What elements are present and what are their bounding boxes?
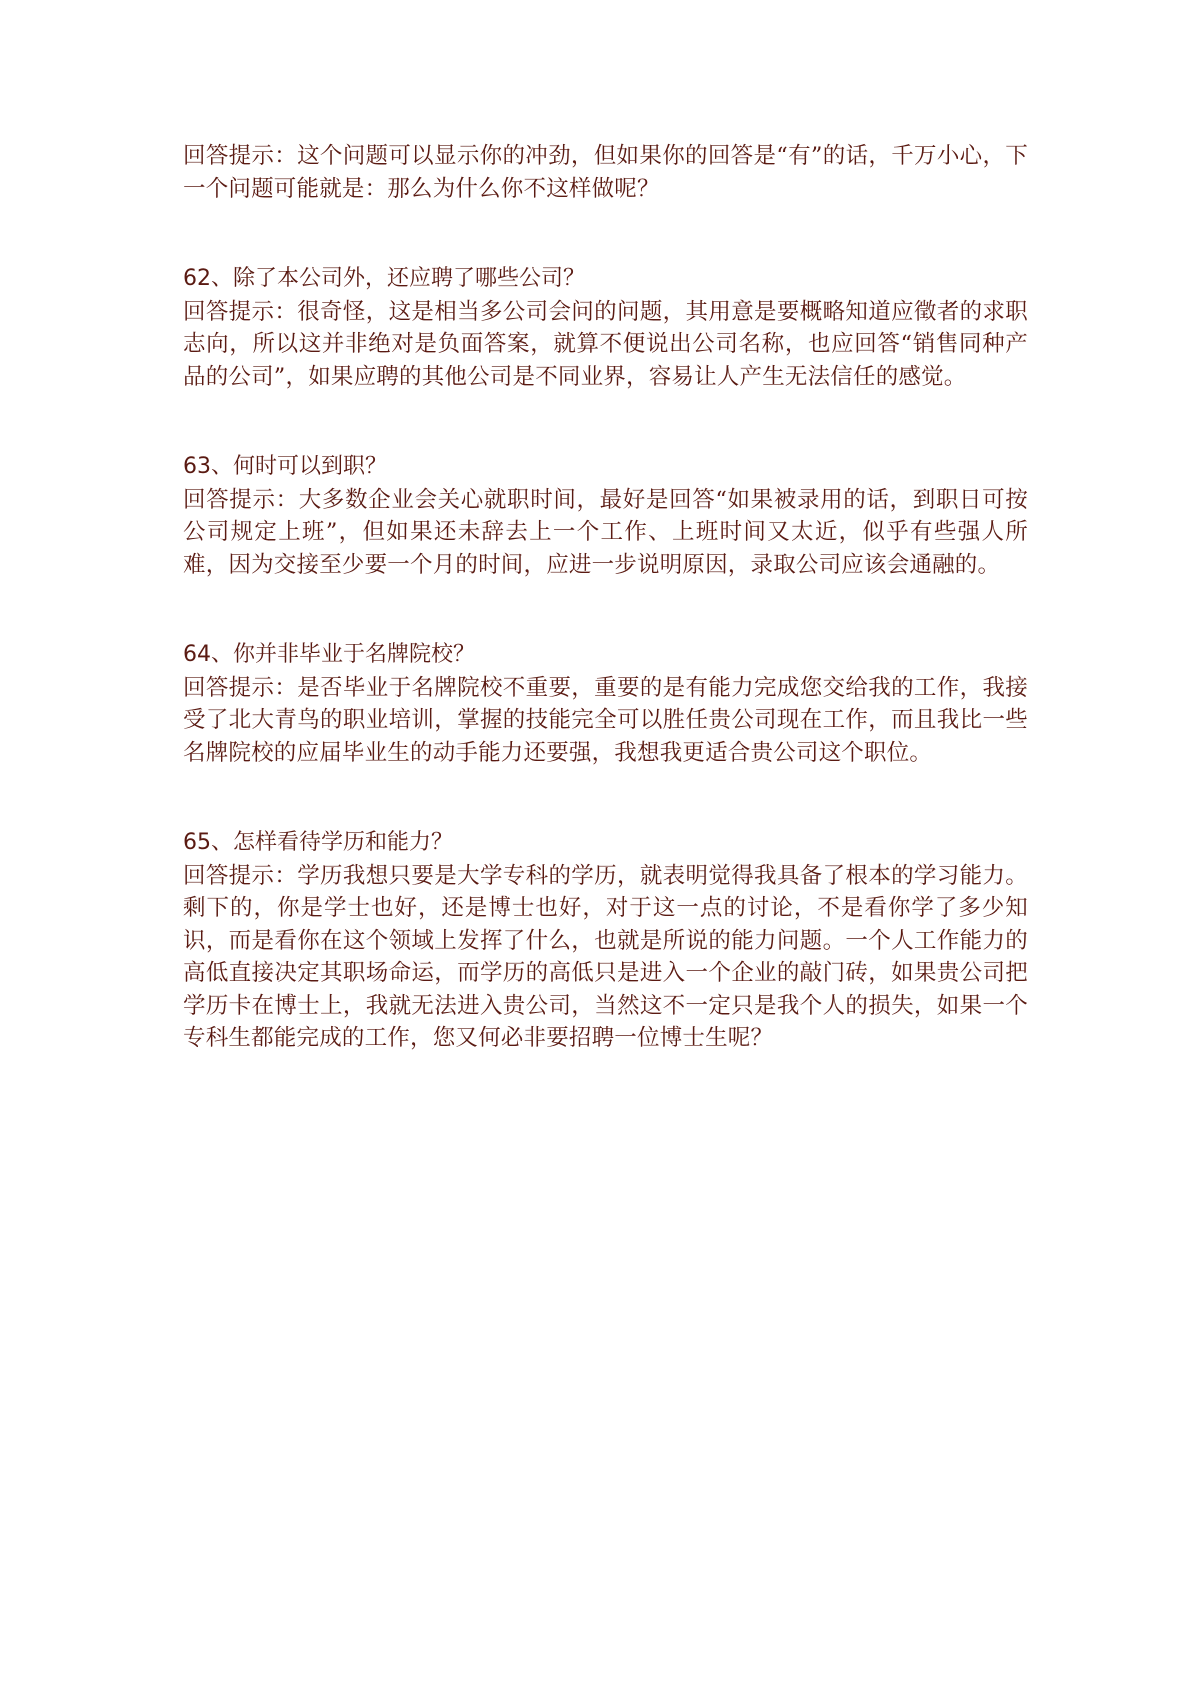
- document-page: [183, 140, 1028, 1055]
- section-gap: [183, 581, 1028, 639]
- question-title: 62、除了本公司外，还应聘了哪些公司？: [183, 266, 585, 291]
- qa-item-63: [183, 451, 1028, 581]
- answer-text: 回答提示：学历我想只要是大学专科的学历，就表明觉得我具备了根本的学习能力。剩下的，你是学士也好，还是博士也好，对于这一点的讨论，不是看你学了多少知识，而是看你在这个领域上发挥了什么，也就是所说的能力问题。一个人工作能力的高低直接决定其职场命运，而学历的高低只是进入一个企业的敲门砖，如果贵公司把学历卡在博士上，我就无法进入贵公司，当然这不一定只是我个人的损失，如果一个专科生都能完成的工作，您又何必非要招聘一位博士生呢？: [183, 862, 1028, 1051]
- qa-item-62: [183, 263, 1028, 393]
- qa-item-64: [183, 639, 1028, 769]
- answer-text: 回答提示：大多数企业会关心就职时间，最好是回答“如果被录用的话，到职日可按公司规定上班”，但如果还未辞去上一个工作、上班时间又太近，似乎有些强人所难，因为交接至少要一个月的时间，应进一步说明原因，录取公司应该会通融的。: [183, 486, 1028, 578]
- question-title: 65、怎样看待学历和能力？: [183, 830, 453, 855]
- section-gap: [183, 205, 1028, 263]
- intro-answer: 回答提示：这个问题可以显示你的冲劲，但如果你的回答是“有”的话，千万小心，下一个问题可能就是：那么为什么你不这样做呢？: [183, 143, 1028, 202]
- question-title: 63、何时可以到职？: [183, 454, 387, 479]
- answer-text: 回答提示：是否毕业于名牌院校不重要，重要的是有能力完成您交给我的工作，我接受了北大青鸟的职业培训，掌握的技能完全可以胜任贵公司现在工作，而且我比一些名牌院校的应届毕业生的动手能力还要强，我想我更适合贵公司这个职位。: [183, 674, 1028, 766]
- qa-item-65: [183, 827, 1028, 1055]
- question-title: 64、你并非毕业于名牌院校？: [183, 642, 475, 667]
- answer-text: 回答提示：很奇怪，这是相当多公司会问的问题，其用意是要概略知道应徵者的求职志向，所以这并非绝对是负面答案，就算不便说出公司名称，也应回答“销售同种产品的公司”，如果应聘的其他公司是不同业界，容易让人产生无法信任的感觉。: [183, 298, 1028, 390]
- section-gap: [183, 769, 1028, 827]
- section-gap: [183, 393, 1028, 451]
